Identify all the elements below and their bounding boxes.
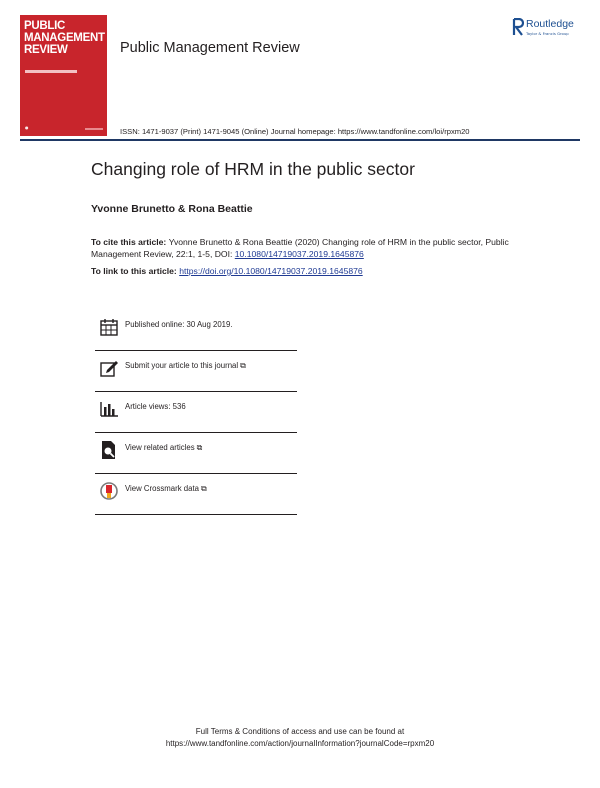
bar-chart-icon xyxy=(99,399,119,419)
article-views: Article views: 536 xyxy=(125,402,186,411)
edit-icon xyxy=(99,358,119,378)
article-link[interactable]: https://doi.org/10.1080/14719037.2019.1645876 xyxy=(179,266,363,276)
journal-cover xyxy=(20,15,107,136)
info-row-submit[interactable] xyxy=(95,351,297,392)
submit-article-link[interactable]: Submit your article to this journal ⧉ xyxy=(125,361,246,370)
routledge-r-icon xyxy=(512,18,524,36)
header-divider xyxy=(20,139,580,141)
published-date: Published online: 30 Aug 2019. xyxy=(125,320,233,329)
article-info-list xyxy=(95,310,297,515)
citation-block xyxy=(91,236,511,260)
article-authors[interactable]: Yvonne Brunetto & Rona Beattie xyxy=(91,203,253,215)
doi-link[interactable]: 10.1080/14719037.2019.1645876 xyxy=(234,249,364,259)
related-search-icon xyxy=(99,440,119,460)
crossmark-icon xyxy=(99,481,119,501)
cover-strip xyxy=(25,70,77,73)
cover-mark xyxy=(85,128,103,130)
crossmark-link[interactable]: View Crossmark data ⧉ xyxy=(125,484,207,493)
journal-name[interactable]: Public Management Review xyxy=(120,40,300,56)
issn-text: ISSN: 1471-9037 (Print) 1471-9045 (Online) Journal homepage: xyxy=(120,127,338,136)
cite-text: Yvonne Brunetto & Rona Beattie (2020) Changing role of HRM in the public sector, Public Management Review, 22:1, 1-5, DOI: xyxy=(91,237,509,259)
cover-publisher-logo: ● xyxy=(25,125,29,130)
publisher-logo[interactable] xyxy=(512,18,590,42)
info-row-published xyxy=(95,310,297,351)
publisher-name: Routledge xyxy=(526,18,574,30)
journal-homepage-link[interactable]: https://www.tandfonline.com/loi/rpxm20 xyxy=(337,127,470,136)
link-label: To link to this article: xyxy=(91,266,180,276)
external-link-icon: ⧉ xyxy=(200,484,207,493)
related-articles-link[interactable]: View related articles ⧉ xyxy=(125,443,203,452)
article-title: Changing role of HRM in the public sector xyxy=(91,159,415,179)
issn-line xyxy=(120,127,470,136)
external-link-icon: ⧉ xyxy=(240,361,246,370)
publisher-subtitle: Taylor & Francis Group xyxy=(526,31,569,36)
calendar-icon xyxy=(99,317,119,337)
footer-terms-link[interactable]: https://www.tandfonline.com/action/journalInformation?journalCode=rpxm20 xyxy=(165,739,435,748)
footer xyxy=(0,726,600,750)
info-row-views xyxy=(95,392,297,433)
footer-terms-text: Full Terms & Conditions of access and use can be found at xyxy=(195,727,405,736)
cite-label: To cite this article: xyxy=(91,237,169,247)
cover-title: PUBLIC MANAGEMENT REVIEW xyxy=(24,20,105,56)
info-row-related[interactable] xyxy=(95,433,297,474)
info-row-crossmark[interactable] xyxy=(95,474,297,515)
external-link-icon: ⧉ xyxy=(196,443,203,452)
article-link-block xyxy=(91,266,363,276)
